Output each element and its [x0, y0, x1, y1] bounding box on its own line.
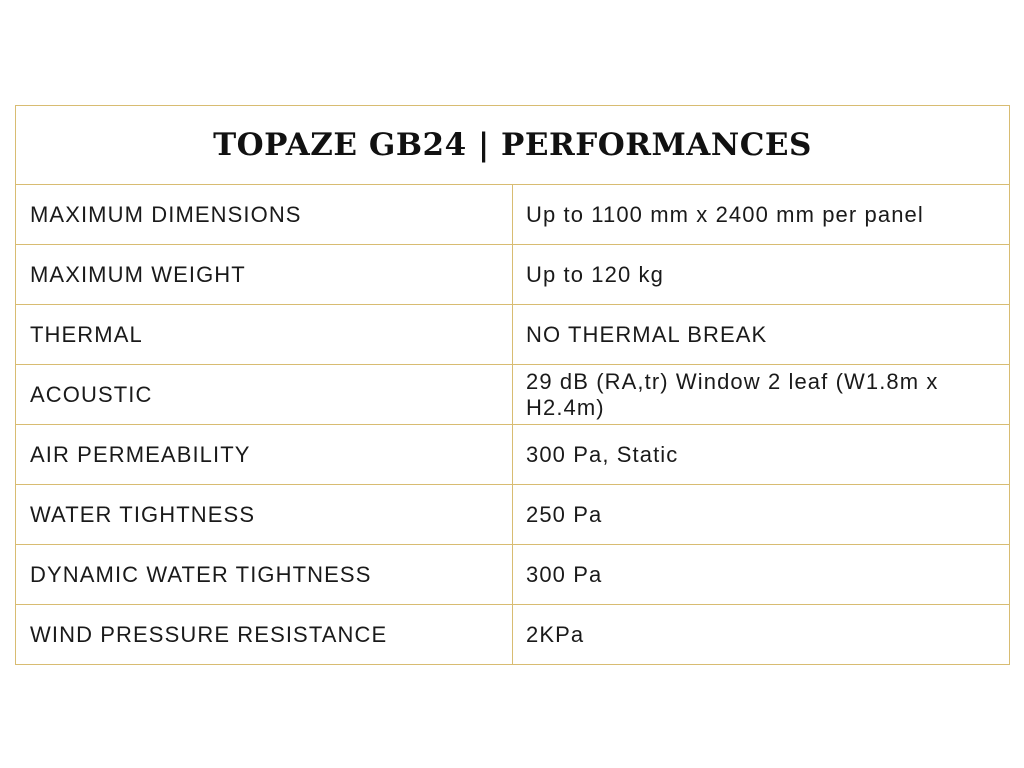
table-row — [16, 185, 1010, 245]
table-row — [16, 365, 1010, 425]
row-label-maximum-dimensions: MAXIMUM DIMENSIONS — [16, 185, 513, 245]
row-label-acoustic: ACOUSTIC — [16, 365, 513, 425]
table-title: TOPAZE GB24 | PERFORMANCES — [16, 106, 1010, 185]
table-row — [16, 605, 1010, 665]
row-value-maximum-weight: Up to 120 kg — [513, 245, 1010, 305]
row-label-wind-pressure-resistance: WIND PRESSURE RESISTANCE — [16, 605, 513, 665]
row-value-air-permeability: 300 Pa, Static — [513, 425, 1010, 485]
performance-table — [15, 105, 1010, 665]
row-label-water-tightness: WATER TIGHTNESS — [16, 485, 513, 545]
row-value-wind-pressure-resistance: 2KPa — [513, 605, 1010, 665]
row-label-thermal: THERMAL — [16, 305, 513, 365]
row-value-thermal: NO THERMAL BREAK — [513, 305, 1010, 365]
table-row — [16, 485, 1010, 545]
table-row — [16, 545, 1010, 605]
row-label-air-permeability: AIR PERMEABILITY — [16, 425, 513, 485]
row-value-dynamic-water-tightness: 300 Pa — [513, 545, 1010, 605]
row-value-maximum-dimensions: Up to 1100 mm x 2400 mm per panel — [513, 185, 1010, 245]
row-label-maximum-weight: MAXIMUM WEIGHT — [16, 245, 513, 305]
row-value-acoustic: 29 dB (RA,tr) Window 2 leaf (W1.8m x H2.4m) — [513, 365, 1010, 425]
table-row — [16, 245, 1010, 305]
row-label-dynamic-water-tightness: DYNAMIC WATER TIGHTNESS — [16, 545, 513, 605]
table-row — [16, 305, 1010, 365]
row-value-water-tightness: 250 Pa — [513, 485, 1010, 545]
table-title-row — [16, 106, 1010, 185]
table-row — [16, 425, 1010, 485]
